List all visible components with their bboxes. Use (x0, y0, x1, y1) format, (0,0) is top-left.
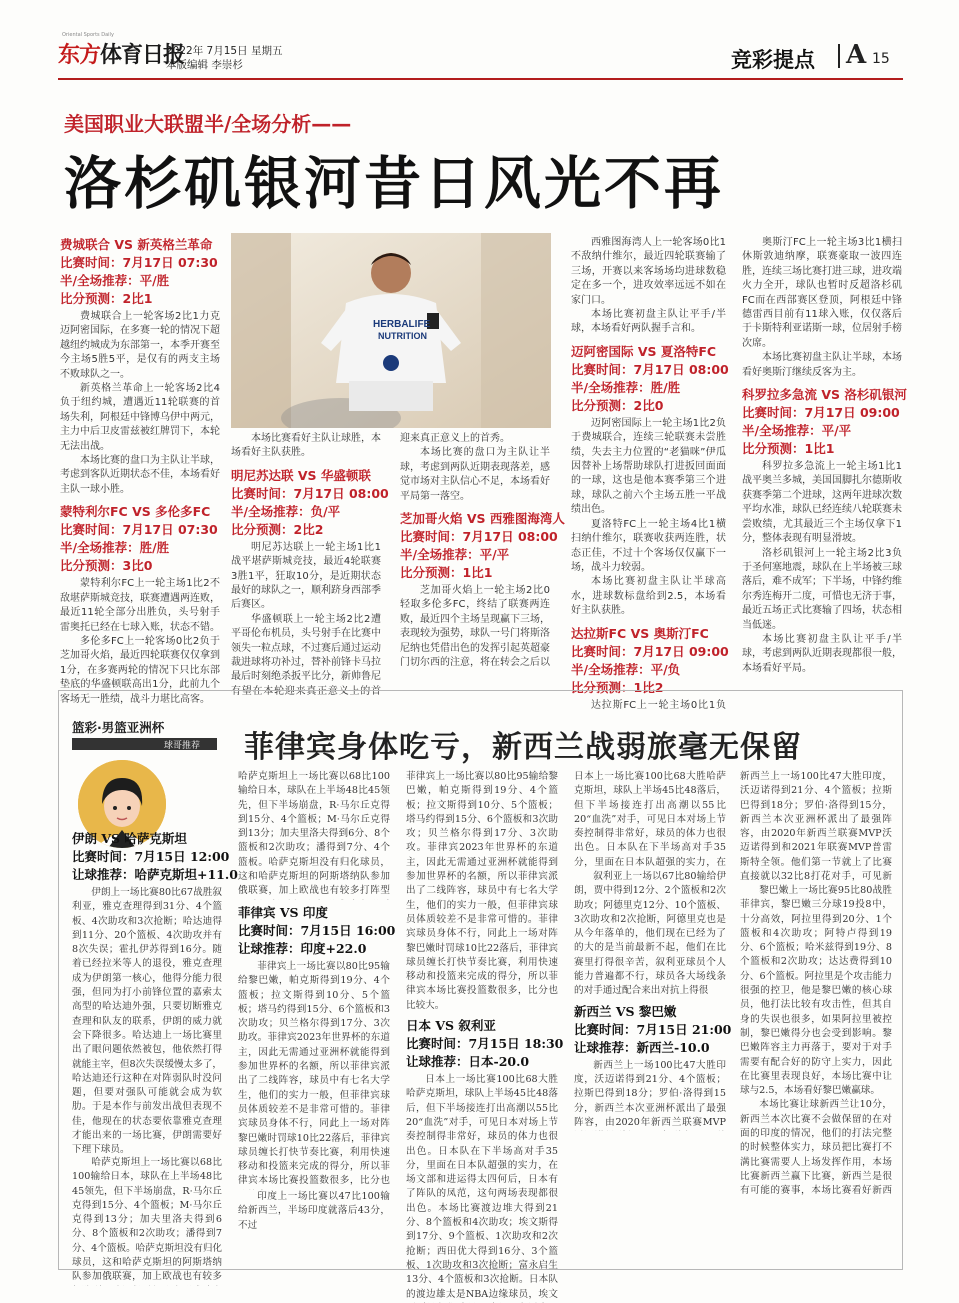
paragraph: 日本上一场比赛100比68大胜哈萨克斯坦，球队上半场45比48落后，但下半场接连打出高潮以55比20“血洗”对手，可见日本对场上节奏控制得非常好，球员的体力也很出色。日本队在下半场高对手35分，里面在日本队超强的实力，在 (574, 771, 726, 868)
match-time: 比赛时间：7月17日 07:30 (60, 255, 218, 270)
match-header (406, 1017, 564, 1071)
page-editor: 本版编辑 李崇杉 (166, 59, 243, 71)
paragraph: 奥斯汀FC上一轮主场3比1横扫休斯敦迪纳摩，联赛豪取一波四连胜，连续三场比赛打进三球，进攻端火力全开，球队也暂时反超洛杉矶FC而在西部赛区登顶，阿根廷中锋德雷西目前有11球入账，仅仅落后于卡斯特利亚诺斯一球，位居射手榜次席。 (742, 237, 902, 349)
paragraph: 新西兰上一场100比47大胜印度，沃迈诺得到21分、4个篮板；拉斯巴得到18分；罗伯·洛得到15分，新西兰本次亚洲杯派出了最强阵容，由2020年新西兰联赛MVP沃迈诺得到和2021年联赛MVP普雷斯特全领。他们第一节就上了比赛直接就以32比8打花对手，可见新 (740, 771, 892, 883)
match-score: 比分预测：2比1 (60, 291, 153, 306)
basketball-headline: 菲律宾身体吃亏，新西兰战弱旅毫无保留 (244, 730, 802, 765)
match-time: 比赛时间：7月17日 08:00 (231, 485, 389, 501)
paragraph: 哈萨克斯坦上一场比赛以68比100输给日本，球队在上半场48比45领先，但下半场崩盘，R·马尔丘克得到15分、4个篮板；M·马尔丘克得到13分；加夫里洛夫得到6分、8个篮板和2次助攻；潘得到7分、4个篮板。哈萨克斯坦没有归化球员，这和哈萨克斯坦的阿斯塔纳队参加俄联赛，加上欧战也有较多打阵型 (238, 771, 390, 897)
column-3 (400, 432, 565, 670)
match-title: 菲律宾 VS 印度 (238, 905, 328, 920)
match-pick: 半/全场推荐：平/平 (400, 547, 510, 563)
paragraph: 洛杉矶银河上一轮主场2比3负于圣何塞地震，球队在上半场被三球落后，难不成军；下半场，中锋约维尔秀连梅开二度，可惜也无济于事，最近五场正式比赛输了四场，状态相当低迷。 (742, 547, 902, 631)
lower-column-5 (740, 770, 892, 1198)
paragraph: 本场比赛初盘主队让平手/半球，考虑到两队近期表现都很一般，本场看好平局。 (742, 633, 902, 674)
paragraph: 印度上一场比赛以47比100输给新西兰，半场印度就落后43分，不过 (238, 1191, 390, 1231)
paragraph: 叙利亚上一场以67比80输给伊朗，贾中得到12分、2个篮板和2次助攻；阿德里克12分、10个篮板、3次助攻和2次抢断，阿德里克也是从今年落单的，他们现在已经为了的大的是当前最新不起，他们在比赛里打得很辛苦，叙利亚球员个人能力普遍都不行，球员各大场线条的对手通过配合来出对抗上得很 (574, 871, 726, 997)
section-divider (838, 44, 840, 68)
match-pick: 半/全场推荐：胜/胜 (571, 379, 681, 395)
paragraph: 本场比赛看好主队让球胜，本场看好主队获胜。 (231, 433, 381, 459)
match-header (238, 904, 396, 958)
paragraph: 本场比赛初盘主队让平手/半球，本场看好两队握手言和。 (571, 309, 726, 335)
match-header (571, 343, 729, 415)
page-letter: A (846, 40, 867, 70)
match-time: 比赛时间：7月15日 16:00 (238, 923, 396, 938)
match-pick: 让球推荐：哈萨克斯坦+11.0 (72, 867, 238, 882)
match-time: 比赛时间：7月17日 08:00 (400, 529, 558, 545)
match-header (60, 236, 220, 308)
lower-column-2 (238, 770, 396, 1233)
match-title: 达拉斯FC VS 奥斯汀FC (571, 625, 709, 641)
match-title: 新西兰 VS 黎巴嫩 (574, 1003, 677, 1019)
column-1 (60, 236, 220, 707)
player-photo (231, 233, 551, 428)
lower-column-1 (72, 826, 238, 1286)
match-score: 比分预测：1比1 (742, 441, 835, 457)
match-header (231, 467, 389, 539)
paragraph: 达拉斯FC上一轮主场0比1负 (591, 699, 726, 711)
match-pick: 让球推荐：新西兰-10.0 (574, 1039, 710, 1055)
match-header (571, 625, 729, 697)
match-title: 科罗拉多急流 VS 洛杉矶银河 (742, 387, 907, 403)
column-2 (231, 432, 389, 699)
match-title: 蒙特利尔FC VS 多伦多FC (60, 504, 211, 520)
match-score: 比分预测：1比2 (571, 679, 664, 695)
paragraph: 科罗拉多急流上一轮主场1比1战平奥兰多城，美国国脚扎尔德斯收获赛季第二个进球，这两年进球次数平均水准，球队已经连续八轮联赛未尝败绩，尤其最近三个主场仅拿下1分，整体表现有明显滑坡。 (742, 461, 902, 545)
match-time: 比赛时间：7月17日 07:30 (60, 522, 218, 538)
paragraph: 本场比赛的盘口为主队让半球，考虑到客队近期状态不佳，本场看好主队一球小胜。 (60, 455, 220, 495)
logo-black: 体育日报 (100, 42, 185, 68)
match-score: 比分预测：2比0 (571, 397, 664, 413)
paragraph: 华盛顿联上一轮主场2比2遭平哥伦布机员，头号射手在比赛中领失一粒点球，不过赛后通过运动裁进球将功补过，替补前锋卡马拉最后时刻绝杀扳平比分，新帅鲁尼有望在本轮迎来真正意义上的首 (231, 613, 381, 697)
paragraph: 本场比赛让球新西兰让10分，新西兰本次比赛不会做保留的在对面的印度的情况，他们的打法完整的时候整体实力，球员把比赛打不满比赛需要人上场发挥作用，本场比赛新西兰赢下比赛，新西兰是很有可能的赛事，本场比赛看好新西 (740, 1099, 892, 1197)
match-header (400, 510, 565, 582)
match-header (60, 503, 220, 575)
page-number: 15 (872, 51, 890, 67)
paragraph: 芝加哥火焰上一轮主场2比0轻取多伦多FC，终结了联赛两连败，最近四个主场呈现赢下三场，表现较为强势，球队一号门将斯洛尼纳也凭借出色的发挥引起英超豪门切尔西的注意，将在转会之后以 (400, 585, 550, 669)
logo-subtitle: Oriental Sports Daily (62, 32, 114, 38)
match-title: 明尼苏达联 VS 华盛顿联 (231, 467, 371, 483)
paragraph: 迈阿密国际上一轮主场1比2负于费城联合，连续三轮联赛未尝胜绩，失去主力位置的“老猫咪”伊瓜因替补上场帮助球队打进扳回面面的一球，这也是他本赛季第三个进球，球队之前六个主场五胜一平战绩出色。 (571, 417, 726, 516)
match-time: 比赛时间：7月17日 09:00 (571, 643, 729, 659)
match-pick: 半/全场推荐：平/负 (571, 661, 681, 677)
paragraph: 新西兰上一场100比47大胜印度，沃迈诺得到21分、4个篮板；拉斯巴得到18分；罗伯·洛得到15分，新西兰本次亚洲杯派出了最强阵容，由2020年新西兰联赛MVP (574, 1059, 726, 1128)
paragraph: 多伦多FC上一轮客场0比2负于芝加哥火焰，最近四轮联赛仅仅拿到1分，在多赛两轮的情况下只比东部垫底的华盛顿联高出1分，此前九个客场无一胜绩，战斗力堪比高客。 (60, 635, 220, 705)
match-time: 比赛时间：7月15日 18:30 (406, 1036, 564, 1052)
paragraph: 黎巴嫩上一场比赛95比80战胜菲律宾，黎巴嫩三分球19投8中，十分高效，阿拉里得到20分、1个篮板和4次助攻；阿特卢得到19分、6个篮板；哈米兹得到19分、8个篮板和2次助攻；达达费得到10分、6个篮板。阿拉里是个攻击能力很强的控卫，他是黎巴嫩的核心球员，他打法比较有攻击性，但其自身的失误也很多，如果阿拉里被控制，黎巴嫩得分也会受到影响。黎巴嫩阵容主力再落于，要对于对手需要有配合好的防守上实力，因此在比赛里表现良好，本场比赛中让球与2.5，本场看好黎巴嫩赢球。 (740, 885, 892, 1097)
match-header (72, 830, 238, 884)
masthead-rule (58, 78, 903, 80)
main-headline: 洛杉矶银河昔日风光不再 (64, 150, 724, 217)
match-pick: 半/全场推荐：胜/胜 (60, 540, 170, 556)
svg-text:NUTRITION: NUTRITION (378, 331, 427, 341)
match-pick: 半/全场推荐：平/平 (742, 423, 852, 439)
paragraph: 哈萨克斯坦上一场比赛以68比100输给日本，球队在上半场48比45领先，但下半场崩盘，R·马尔丘克得到15分、4个篮板；M·马尔丘克得到13分；加夫里洛夫得到6分、8个篮板和2次助攻；潘得到7分、4个篮板。哈萨克斯坦没有归化球员，这和哈萨克斯坦的阿斯塔纳队参加俄联赛，加上欧战也有较多 (72, 1157, 222, 1283)
tag-subtitle: 球哥推荐 (164, 741, 201, 751)
match-title: 芝加哥火焰 VS 西雅图海湾人 (400, 511, 565, 527)
match-score: 比分预测：1比1 (400, 565, 493, 581)
match-time: 比赛时间：7月17日 08:00 (571, 361, 729, 377)
match-score: 比分预测：3比0 (60, 558, 153, 574)
paragraph: 新英格兰革命上一轮客场2比4负于纽约城，遭遇近11轮联赛的首场失利，阿根廷中锋博乌伊中两元，主力中后卫皮雷兹被红牌罚下，本轮无法出战。 (60, 383, 220, 452)
paragraph: 菲律宾上一场比赛以80比95输给黎巴嫩，帕克斯得到19分、4个篮板；拉文斯得到10分、5个篮板；塔马约得到15分、6个篮板和3次助攻；贝兰格尔得到17分、3次助攻。菲律宾2023年世界杯的东道主，因此无需通过亚洲杯就能得到参加世界杯的名额，所以菲律宾派出了二线阵容，球员中有七名大学生，他们的实力一般，但菲律宾球员体质较差不是非常可惜的。菲律宾球员身体不行，同此上一场对阵黎巴嫩时罚球10比22落后，菲律宾球员缠长打快节奏比赛，利用快速移动和投篮来完成的得分，所以菲律宾本场比赛投篮数很多，比分也 (238, 961, 390, 1187)
match-title: 迈阿密国际 VS 夏洛特FC (571, 343, 717, 359)
paragraph: 费城联合上一轮客场2比1力克迈阿密国际，在多赛一轮的情况下超越纽约城成为东部第一，本季开赛至今主场5胜5平，是仅有的两支主场不败球队之一。 (60, 311, 220, 380)
paragraph: 菲律宾上一场比赛以80比95输给黎巴嫩，帕克斯得到19分、4个篮板；拉文斯得到10分、5个篮板；塔马约得到15分、6个篮板和3次助攻；贝兰格尔得到17分、3次助攻。菲律宾2023年世界杯的东道主，因此无需通过亚洲杯就能得到参加世界杯的名额，所以菲律宾派出了二线阵容，球员中有七名大学生，他们的实力一般，但菲律宾球员体质较差不是非常可惜的。菲律宾球员身体不行，同此上一场对阵黎巴嫩时罚球10比22落后，菲律宾球员缠长打快节奏比赛，利用快速移动和投篮来完成的得分，所以菲律宾本场比赛投篮数很多，比分也比较大。 (406, 771, 558, 1011)
paragraph: 日本上一场比赛100比68大胜哈萨克斯坦，球队上半场45比48落后，但下半场接连打出高潮以55比20“血洗”对手，可见日本对场上节奏控制得非常好，球员的体力也很出色。日本队在下半场高对手35分，里面在日本队超强的实力，在场文部和进运得太四何后，日本有了阵队的凤范，这句两场表现都很出色。本场比赛渡边堆大得到21分、8个篮板和4次助攻；埃文斯得到17分、9个篮板、1次助攻和2次抢断；西田优大得到16分、3个篮板、1次助攻和3次抢断；富永启生13分、4个篮板和3次抢断。日本队的渡边雄太是NBA边缘球员，埃文 (406, 1074, 558, 1300)
match-header (742, 386, 907, 458)
issue-date: 2022年 7月15日 星期五 (166, 45, 283, 57)
match-score: 比分预测：2比2 (231, 521, 324, 537)
paragraph: 伊朗上一场比赛80比67战胜叙利亚，雅克查理得到31分、4个篮板、4次助攻和3次抢断；哈达迪得到11分、20个篮板、4次助攻并有8次失误；霍扎伊苏得到16分。随着已经拉米等人的退役，雅克查理成为伊朗第一核心，他得分能力很强，但同为打小前锋位置的嘉索太高型的哈达迪外强，只要切断雅克查理和队友的联系，伊朗的威力就会下降很多。哈达迪上一场比赛里出了眼问题依然被包，他依然打得就能主宰，但8次失误缓慢太多了，哈达迪还行这种在对阵弱队时没问题，但要对强队可能就会成为软肋。于是本作与前发出战但表现不佳，他现在的状态要依靠雅克查理才能出来的一场比赛，伊朗需要好下理下球员。 (72, 887, 222, 1156)
column-5 (742, 236, 907, 676)
paragraph: 明尼苏达联上一轮主场1比1战平堪萨斯城竞技，最近4轮联赛3胜1平，狂取10分，是近期状态最好的球队之一，顺利跻身西部季后赛区。 (231, 541, 381, 611)
svg-text:HERBALIFE: HERBALIFE (373, 319, 431, 330)
paragraph: 本场比赛初盘主队让半球高水，进球数标盘给到2.5，本场看好主队获胜。 (571, 576, 726, 617)
match-time: 比赛时间：7月17日 09:00 (742, 405, 900, 421)
paragraph: 夏洛特FC上一轮主场4比1横扫纳什维尔，联赛收获两连胜，状态正佳，不过十个客场仅仅赢下一场，战斗力较弱。 (571, 518, 726, 573)
kicker: 美国职业大联盟半/全场分析—— (64, 112, 352, 136)
match-title: 伊朗 VS 哈萨克斯坦 (72, 831, 187, 846)
paragraph: 迎来真正意义上的首秀。 (400, 433, 510, 444)
lower-column-4 (574, 770, 732, 1131)
match-pick: 半/全场推荐：平/胜 (60, 273, 170, 288)
match-time: 比赛时间：7月15日 21:00 (574, 1021, 732, 1037)
match-pick: 让球推荐：日本-20.0 (406, 1054, 530, 1070)
basketball-tag: 篮彩·男篮亚洲杯 (72, 720, 165, 735)
match-pick: 半/全场推荐：负/平 (231, 503, 341, 519)
match-pick: 让球推荐：印度+22.0 (238, 941, 367, 956)
match-header (574, 1003, 732, 1057)
paragraph: 本场比赛初盘主队让半球，本场看好奥斯汀继续反客为主。 (742, 352, 902, 378)
match-title: 费城联合 VS 新英格兰革命 (60, 237, 213, 252)
lower-column-3 (406, 770, 564, 1303)
match-time: 比赛时间：7月15日 12:00 (72, 849, 230, 864)
paragraph: 西雅图海湾人上一轮客场0比1不敌纳什维尔，最近四轮联赛输了三场，开赛以来客场场均进球数稳定在多一个，进攻效率远远不如在家门口。 (571, 237, 726, 306)
column-4 (571, 236, 729, 713)
player-photo-image (231, 233, 551, 428)
paragraph: 蒙特利尔FC上一轮主场1比2不敌堪萨斯城竞技，联赛遭遇两连败，最近11轮全部分出胜负，头号射手雷奥托已经在七球入账，状态不错。 (60, 578, 220, 633)
paragraph: 本场比赛的盘口为主队让半球，考虑到两队近期表现落差，感觉市场对主队信心不足，本场看好平局第一落空。 (400, 447, 550, 502)
dateline (166, 44, 282, 72)
match-title: 日本 VS 叙利亚 (406, 1018, 496, 1034)
section-title: 竞彩提点 (731, 48, 815, 72)
logo-red: 东方 (58, 42, 101, 68)
